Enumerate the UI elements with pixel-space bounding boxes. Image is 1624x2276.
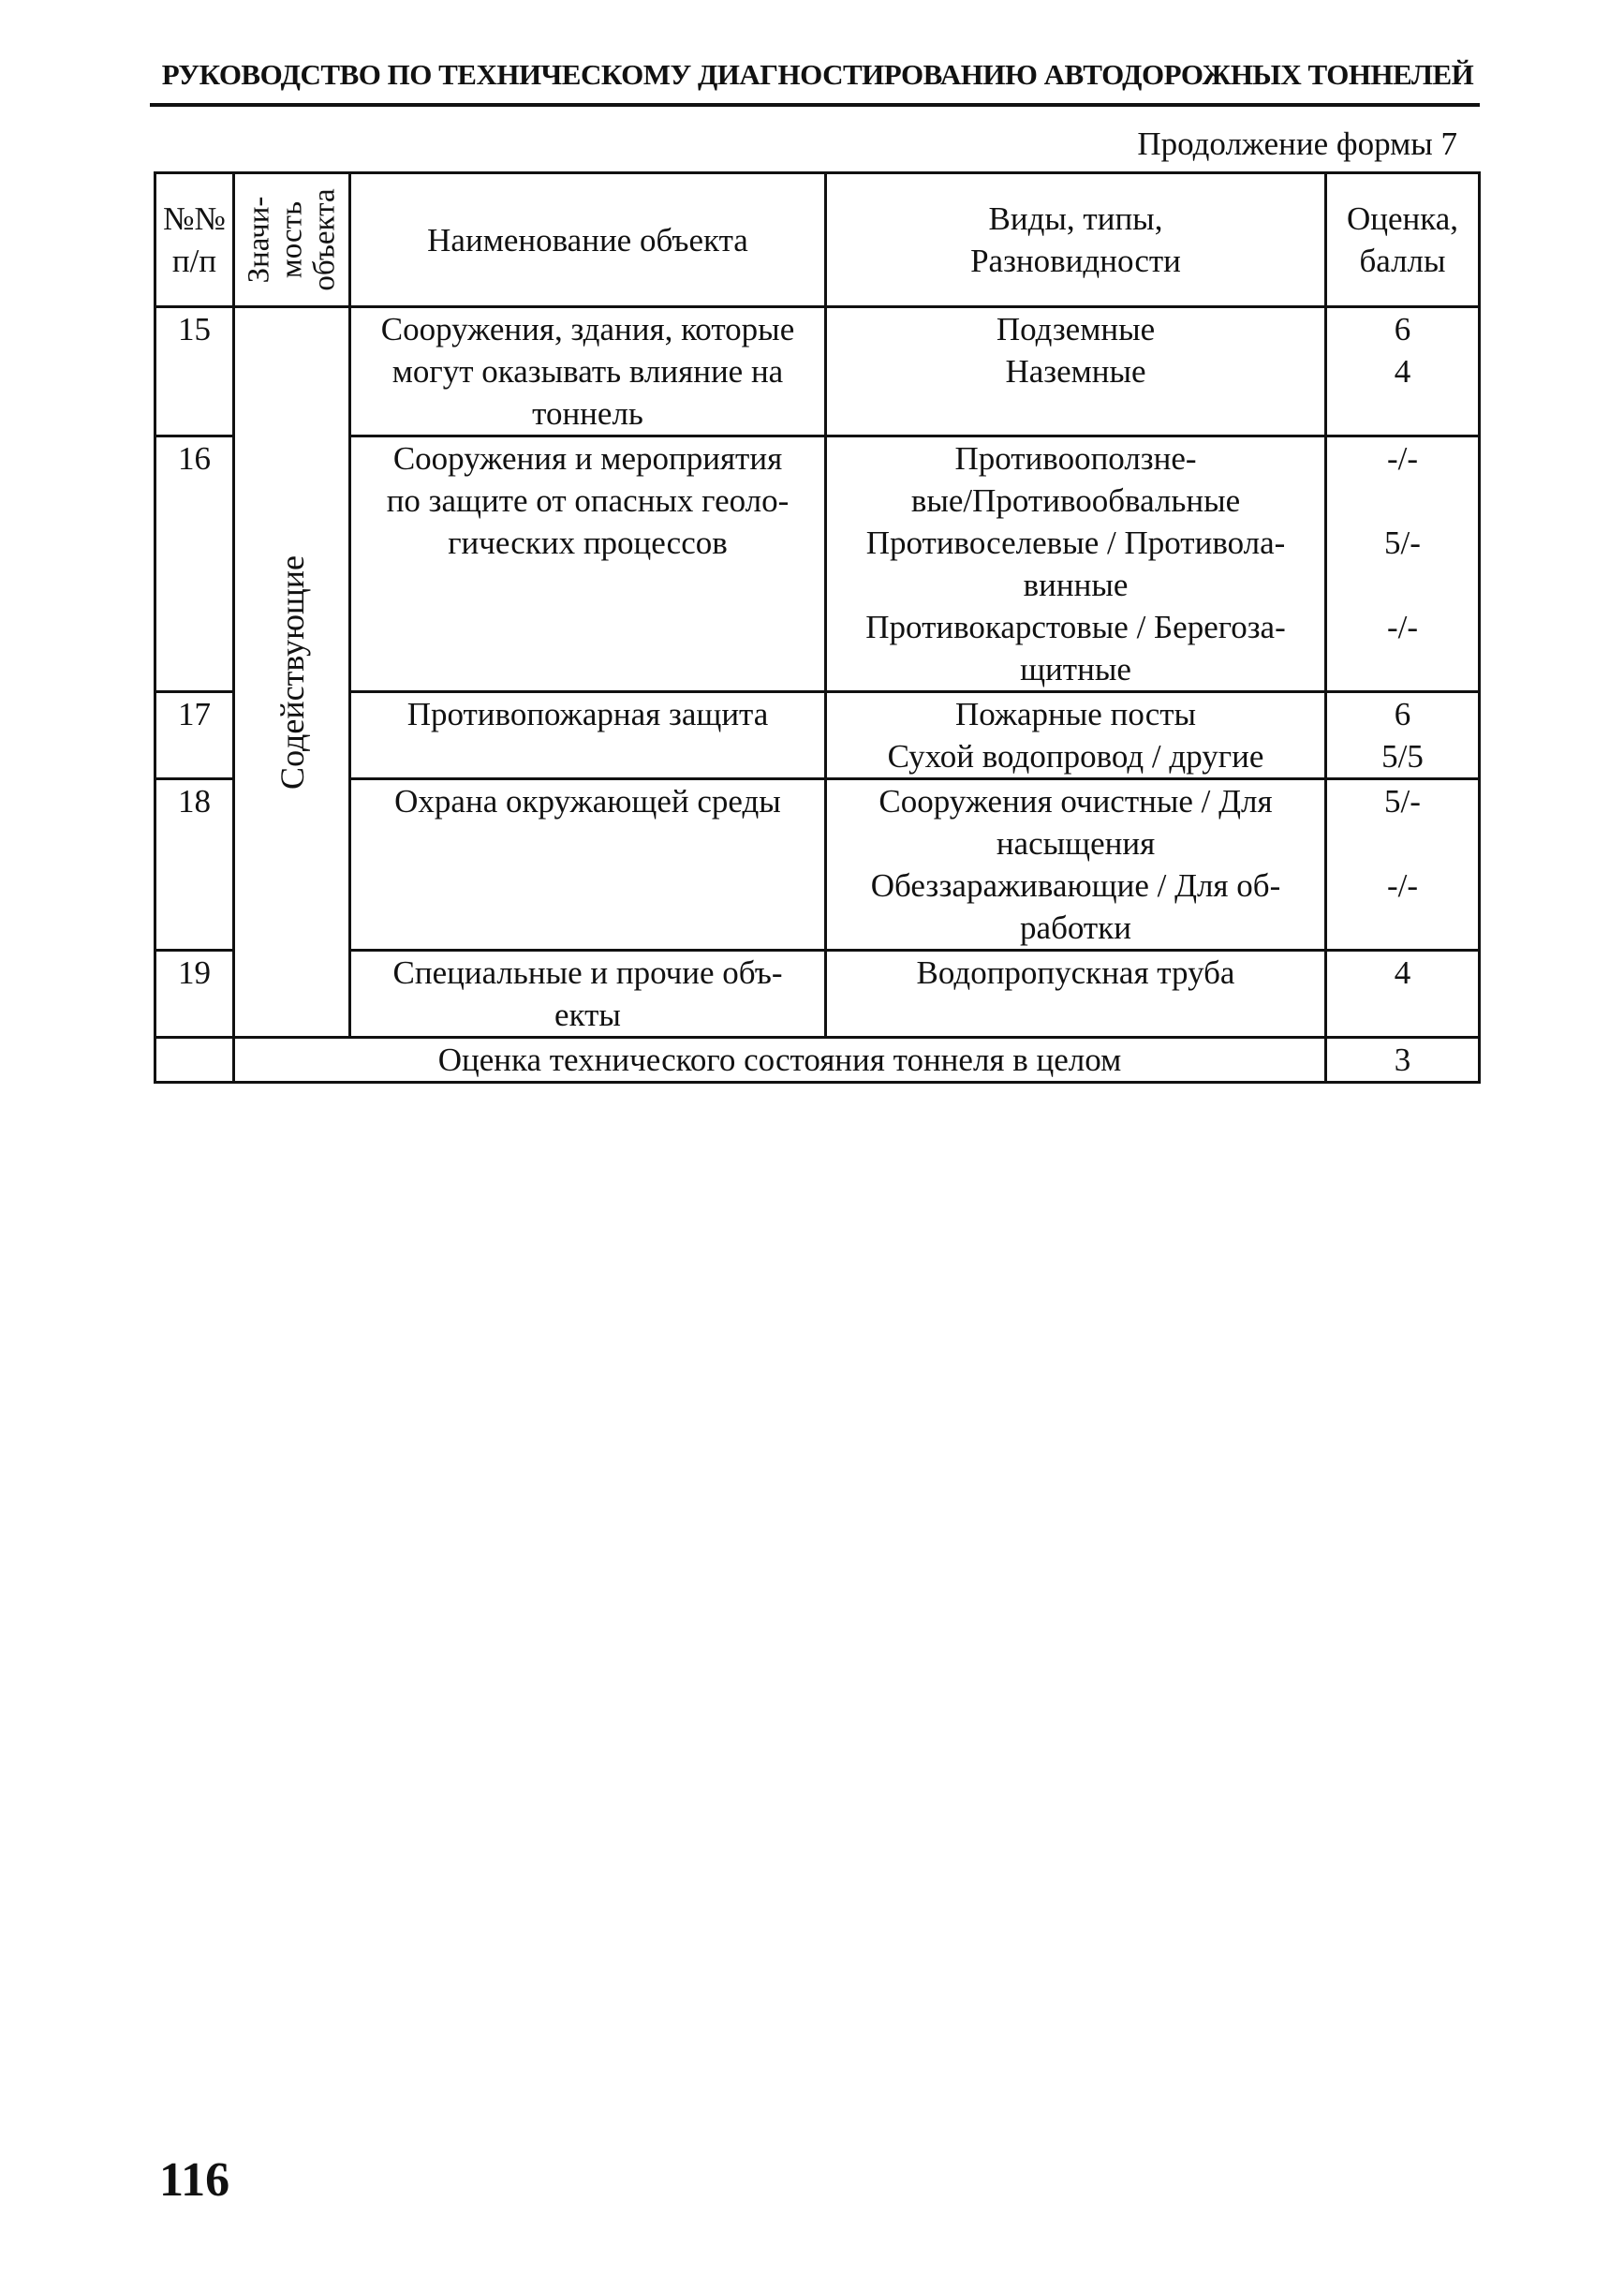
type-line: Водопропускная труба — [916, 954, 1235, 991]
header-significance-text — [243, 188, 341, 290]
object-types — [826, 436, 1326, 692]
type-line: Противокарстовые / Берегоза- — [865, 609, 1286, 645]
score-spacer — [1327, 564, 1478, 606]
header-score — [1326, 173, 1480, 307]
type-line: насыщения — [996, 825, 1156, 862]
object-scores — [1326, 307, 1480, 436]
header-significance-line: Значи- — [242, 196, 275, 284]
object-name-line: Сооружения, здания, которые — [380, 311, 795, 347]
header-types-line: Виды, типы, — [988, 200, 1163, 237]
assessment-table — [154, 171, 1481, 1084]
header-number-line: №№ — [163, 200, 226, 237]
score-line: 5/- — [1384, 525, 1421, 561]
object-name-line: Сооружения и мероприятия — [392, 440, 783, 477]
header-score-line: Оценка, — [1346, 200, 1459, 237]
form-continuation-label: Продолжение формы 7 — [1137, 126, 1457, 162]
score-spacer — [1327, 648, 1478, 690]
object-scores — [1326, 692, 1480, 779]
score-line: 5/5 — [1381, 738, 1424, 775]
page-number: 116 — [159, 2153, 230, 2207]
type-line: Противооползне- — [954, 440, 1197, 477]
object-name-line: Специальные и прочие объ- — [392, 954, 783, 991]
object-name — [350, 436, 826, 692]
header-significance-line: мость — [274, 200, 308, 279]
table-row — [155, 307, 1480, 436]
object-name-line: Противопожарная защита — [406, 696, 769, 732]
header-rule — [150, 103, 1480, 107]
score-line: 6 — [1394, 311, 1411, 347]
object-types — [826, 307, 1326, 436]
object-scores — [1326, 436, 1480, 692]
type-line: работки — [1020, 909, 1131, 946]
type-line: Сухой водопровод / другие — [887, 738, 1264, 775]
score-line: -/- — [1386, 440, 1419, 477]
table-row — [155, 779, 1480, 951]
significance-cell — [234, 307, 350, 1038]
header-number — [155, 173, 234, 307]
header-significance — [234, 173, 350, 307]
row-number: 15 — [155, 307, 234, 436]
type-line: вые/Противообвальные — [910, 482, 1241, 519]
header-types — [826, 173, 1326, 307]
type-line: щитные — [1020, 651, 1131, 687]
header-object-name: Наименование объекта — [350, 173, 826, 307]
object-types — [826, 692, 1326, 779]
score-spacer — [1327, 907, 1478, 949]
type-line: Обеззараживающие / Для об- — [870, 867, 1281, 904]
score-line: -/- — [1386, 609, 1419, 645]
object-types — [826, 951, 1326, 1038]
object-name — [350, 951, 826, 1038]
header-types-line: Разновидности — [970, 243, 1181, 279]
type-line: винные — [1023, 567, 1129, 603]
type-line: Подземные — [996, 311, 1156, 347]
object-name — [350, 307, 826, 436]
object-name — [350, 692, 826, 779]
object-name-line: тоннель — [532, 395, 643, 432]
table-row — [155, 692, 1480, 779]
significance-value: Содействующие — [273, 554, 311, 790]
row-number: 18 — [155, 779, 234, 951]
header-score-line: баллы — [1359, 243, 1446, 279]
running-title: РУКОВОДСТВО ПО ТЕХНИЧЕСКОМУ ДИАГНОСТИРОВАНИЮ АВТОДОРОЖНЫХ ТОННЕЛЕЙ — [161, 58, 1474, 91]
table-row — [155, 436, 1480, 692]
score-line: -/- — [1386, 867, 1419, 904]
table-total-row — [155, 1038, 1480, 1083]
row-number: 16 — [155, 436, 234, 692]
object-name-line: могут оказывать влияние на — [391, 353, 784, 390]
object-name-line: по защите от опасных геоло- — [386, 482, 790, 519]
object-name-line: Охрана окружающей среды — [394, 783, 781, 820]
type-line: Сооружения очистные / Для — [878, 783, 1273, 820]
score-line: 4 — [1394, 353, 1411, 390]
score-spacer — [1327, 480, 1478, 522]
object-scores — [1326, 951, 1480, 1038]
object-name-line: гических процессов — [448, 525, 728, 561]
header-number-line: п/п — [171, 243, 217, 279]
object-name-line: екты — [554, 997, 621, 1033]
header-significance-line: объекта — [307, 188, 341, 291]
object-scores — [1326, 779, 1480, 951]
score-line: 6 — [1394, 696, 1411, 732]
type-line: Пожарные посты — [954, 696, 1197, 732]
table-row — [155, 951, 1480, 1038]
type-line: Противоселевые / Противола- — [865, 525, 1286, 561]
score-line: 4 — [1394, 954, 1411, 991]
total-score: 3 — [1326, 1038, 1480, 1083]
object-name — [350, 779, 826, 951]
object-types — [826, 779, 1326, 951]
score-spacer — [1327, 822, 1478, 865]
score-line: 5/- — [1384, 783, 1421, 820]
type-line: Наземные — [1005, 353, 1146, 390]
total-label: Оценка технического состояния тоннеля в целом — [234, 1038, 1326, 1083]
table-header-row — [155, 173, 1480, 307]
total-empty-cell — [155, 1038, 234, 1083]
row-number: 17 — [155, 692, 234, 779]
row-number: 19 — [155, 951, 234, 1038]
